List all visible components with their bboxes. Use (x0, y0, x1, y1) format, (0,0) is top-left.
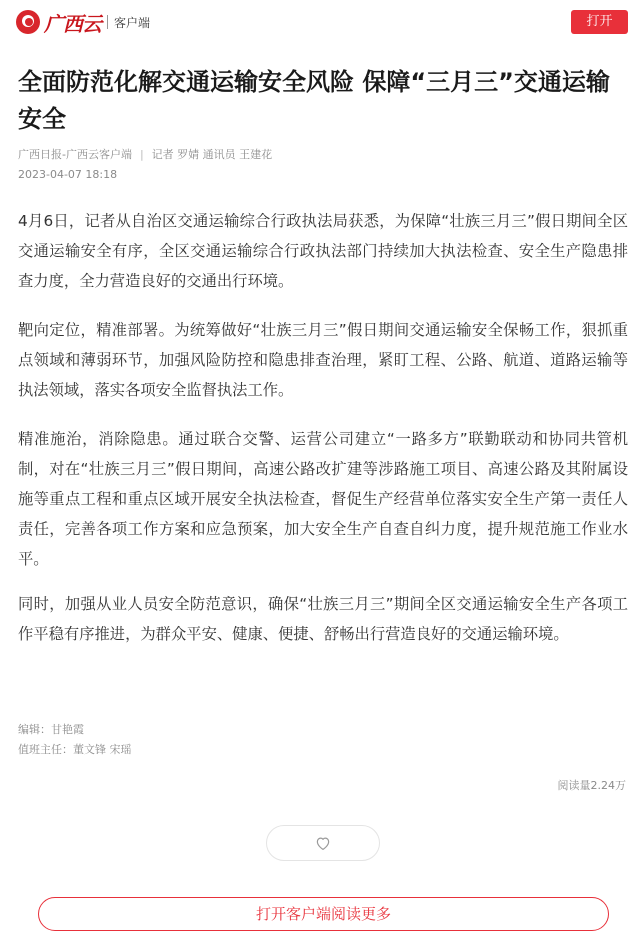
article-reporter: 记者 罗婧 通讯员 王建花 (151, 148, 273, 161)
logo-text: 广西云 (44, 11, 101, 36)
article-paragraph-3: 精准施治，消除隐患。通过联合交警、运营公司建立“一路多方”联勤联动和协同共管机制，对在“壮族三月三”假日期间，高速公路改扩建等涉路施工项目、高速公路及其附属设施等重点工程和重点区域开展安全执法检查，督促生产经营单位落实安全生产第一责任人责任，完善各项工作方案和应急预案，加大安全生产自查自纠力度，提升规范施工作业水平。 (18, 430, 628, 568)
logo-separator (107, 15, 108, 29)
article-date: 2023-04-07 18:18 (18, 168, 118, 181)
heart-icon (314, 834, 332, 852)
open-app-button[interactable]: 打开 (571, 10, 628, 34)
article-source: 广西日报-广西云客户端 (18, 148, 132, 161)
article-title: 全面防范化解交通运输安全风险 保障“三月三”交通运输安全 (18, 68, 610, 133)
like-button[interactable] (266, 825, 380, 861)
duty-editor-credit: 值班主任：董文锋 宋瑶 (18, 743, 132, 756)
app-logo[interactable] (16, 9, 150, 35)
article-paragraph-1: 4月6日，记者从自治区交通运输综合行政执法局获悉，为保障“壮族三月三”假日期间全区交通运输安全有序，全区交通运输综合行政执法部门持续加大执法检查、安全生产隐患排查力度，全力营造良好的交通出行环境。 (18, 212, 628, 290)
article-paragraph-4: 同时，加强从业人员安全防范意识，确保“壮族三月三”期间全区交通运输安全生产各项工作平稳有序推进，为群众平安、健康、便捷、舒畅出行营造良好的交通运输环境。 (18, 595, 628, 643)
editor-credit: 编辑：甘艳霞 (18, 723, 84, 736)
logo-icon (16, 10, 40, 34)
logo-subtitle: 客户端 (114, 15, 151, 30)
top-bar (0, 0, 640, 44)
article-paragraph-2: 靶向定位，精准部署。为统筹做好“壮族三月三”假日期间交通运输安全保畅工作，狠抓重点领域和薄弱环节，加强风险防控和隐患排查治理，紧盯工程、公路、航道、道路运输等执法领域，落实各项安全监督执法工作。 (18, 321, 628, 399)
read-count: 阅读量2.24万 (557, 779, 626, 792)
article-meta (18, 146, 272, 162)
open-in-app-read-more-button[interactable]: 打开客户端阅读更多 (38, 897, 609, 931)
meta-divider: | (139, 147, 144, 161)
